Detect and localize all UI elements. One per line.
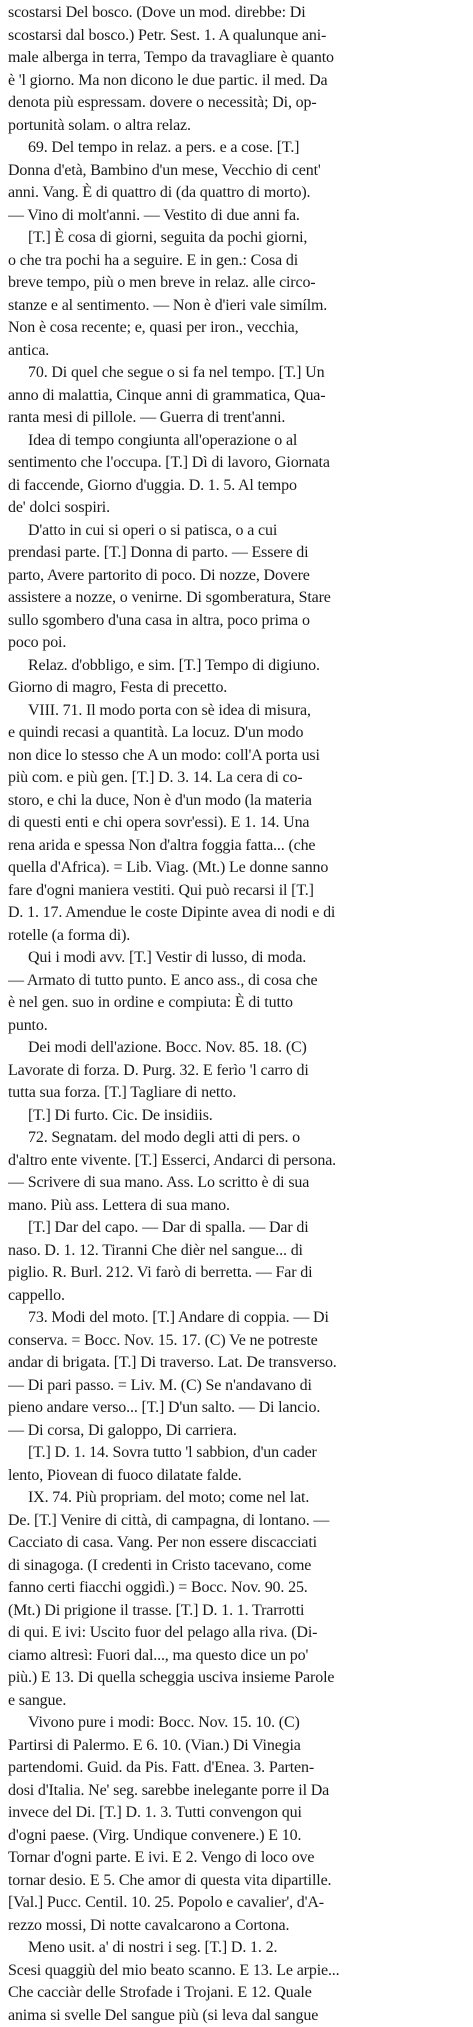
text-line: — Armato di tutto punto. E anco ass., di cosa che [8,970,466,993]
text-line: naso. D. 1. 12. Tiranni Che dièr nel sangue... di [8,1240,466,1263]
text-line: portunità solam. o altra relaz. [8,115,466,138]
text-line: storo, e chi la duce, Non è d'un modo (la materia [8,790,466,813]
text-line: e sangue. [8,1690,466,1713]
text-line: Dei modi dell'azione. Bocc. Nov. 85. 18. (C) [8,1037,466,1060]
text-line: D. 1. 17. Amendue le coste Dipinte avea di nodi e di [8,902,466,925]
text-line: anima si svelle Del sangue più (si leva dal sangue [8,2005,466,2027]
text-line: ciamo altresì: Fuori dal..., ma questo dice un po' [8,1645,466,1668]
text-line: prendasi parte. [T.] Donna di parto. — Essere di [8,542,466,565]
text-line: poco poi. [8,632,466,655]
text-line: di questi enti e chi opera sovr'essi). E 1. 14. Una [8,812,466,835]
text-line: invece del Di. [T.] D. 1. 3. Tutti convengon qui [8,1802,466,1825]
text-line: (Mt.) Di prigione il trasse. [T.] D. 1. 1. Trarrotti [8,1600,466,1623]
text-line: rena arida e spessa Non d'altra foggia fatta... (che [8,835,466,858]
text-line: fanno certi fiacchi oggidì.) = Bocc. Nov. 90. 25. [8,1577,466,1600]
text-line: più com. e più gen. [T.] D. 3. 14. La cera di co- [8,767,466,790]
text-line: più.) E 13. Di quella scheggia usciva insieme Parole [8,1667,466,1690]
text-line: non dice lo stesso che A un modo: coll'A porta usi [8,745,466,768]
text-line: Partirsi di Palermo. E 6. 10. (Vian.) Di Vinegia [8,1735,466,1758]
text-line: partendomi. Guid. da Pis. Fatt. d'Enea. 3. Parten- [8,1757,466,1780]
text-line: ranta mesi di pillole. — Guerra di trent'anni. [8,407,466,430]
text-line: dosi d'Italia. Ne' seg. sarebbe inelegante porre il Da [8,1780,466,1803]
text-line: lento, Piovean di fuoco dilatate falde. [8,1465,466,1488]
text-line: tornar desio. E 5. Che amor di questa vita dipartille. [8,1870,466,1893]
text-line: [Val.] Pucc. Centil. 10. 25. Popolo e cavalier', d'A- [8,1892,466,1915]
text-line: Donna d'età, Bambino d'un mese, Vecchio di cent' [8,160,466,183]
text-line: denota più espressam. dovere o necessità; Di, op- [8,92,466,115]
text-line: scostarsi dal bosco.) Petr. Sest. 1. A qualunque ani- [8,25,466,48]
text-line: parto, Avere partorito di poco. Di nozze, Dovere [8,565,466,588]
text-line: IX. 74. Più propriam. del moto; come nel lat. [8,1487,466,1510]
text-line: punto. [8,1015,466,1038]
text-line: di faccende, Giorno d'uggia. D. 1. 5. Al tempo [8,475,466,498]
text-line: [T.] Di furto. Cic. De insidiis. [8,1105,466,1128]
text-line: Tornar d'ogni parte. E ivi. E 2. Vengo di loco ove [8,1847,466,1870]
text-line: — Di corsa, Di galoppo, Di carriera. [8,1420,466,1443]
text-line: Che cacciàr delle Strofade i Trojani. E 12. Quale [8,1982,466,2005]
text-line: sullo sgombero d'una casa in altra, poco prima o [8,610,466,633]
text-line: d'ogni paese. (Virg. Undique convenere.) E 10. [8,1825,466,1848]
text-line: Cacciato di casa. Vang. Per non essere discacciati [8,1532,466,1555]
text-line: di qui. E ivi: Uscito fuor del pelago alla riva. (Di- [8,1622,466,1645]
text-line: Meno usit. a' di nostri i seg. [T.] D. 1. 2. [8,1937,466,1960]
text-line: mano. Più ass. Lettera di sua mano. [8,1195,466,1218]
text-line: [T.] Dar del capo. — Dar di spalla. — Dar di [8,1217,466,1240]
text-line: Scesi quaggiù del mio beato scanno. E 13. Le arpie... [8,1960,466,1983]
text-line: quella d'Africa). = Lib. Viag. (Mt.) Le donne sanno [8,857,466,880]
text-line: Relaz. d'obbligo, e sim. [T.] Tempo di digiuno. [8,655,466,678]
text-line: — Scrivere di sua mano. Ass. Lo scritto è di sua [8,1172,466,1195]
text-line: VIII. 71. Il modo porta con sè idea di misura, [8,700,466,723]
text-line: anno di malattia, Cinque anni di grammatica, Qua- [8,385,466,408]
text-line: rotelle (a forma di). [8,925,466,948]
text-line: breve tempo, più o men breve in relaz. alle circo- [8,272,466,295]
text-line: sentimento che l'occupa. [T.] Dì di lavoro, Giornata [8,452,466,475]
text-line: pieno andare verso... [T.] D'un salto. — Di lancio. [8,1397,466,1420]
text-line: Giorno di magro, Festa di precetto. [8,677,466,700]
text-line: assistere a nozze, o venirne. Di sgomberatura, Stare [8,587,466,610]
text-line: rezzo mossi, Di notte cavalcarono a Cortona. [8,1915,466,1938]
text-line: di sinagoga. (I credenti in Cristo tacevano, come [8,1555,466,1578]
text-line: male alberga in terra, Tempo da travagliare è quanto [8,47,466,70]
text-line: de' dolci sospiri. [8,497,466,520]
text-line: andar di brigata. [T.] Di traverso. Lat. De transverso. [8,1352,466,1375]
text-line: — Vino di molt'anni. — Vestito di due anni fa. [8,205,466,228]
text-line: e quindi recasi a quantità. La locuz. D'un modo [8,722,466,745]
text-line: o che tra pochi ha a seguire. E in gen.: Cosa di [8,250,466,273]
text-line: 73. Modi del moto. [T.] Andare di coppia. — Di [8,1307,466,1330]
text-line: stanze e al sentimento. — Non è d'ieri vale simílm. [8,295,466,318]
text-line: Non è cosa recente; e, quasi per iron., vecchia, [8,317,466,340]
text-line: Idea di tempo congiunta all'operazione o al [8,430,466,453]
text-line: 70. Di quel che segue o si fa nel tempo. [T.] Un [8,362,466,385]
text-line: Lavorate di forza. D. Purg. 32. E ferìo 'l carro di [8,1060,466,1083]
text-line: anni. Vang. È di quattro di (da quattro di morto). [8,182,466,205]
text-line: De. [T.] Venire di città, di campagna, di lontano. — [8,1510,466,1533]
text-line: scostarsi Del bosco. (Dove un mod. direbbe: Di [8,2,466,25]
text-line: fare d'ogni maniera vestiti. Qui può recarsi il [T.] [8,880,466,903]
text-line: è 'l giorno. Ma non dicono le due partic. il med. Da [8,70,466,93]
text-line: d'altro ente vivente. [T.] Esserci, Andarci di persona. [8,1150,466,1173]
text-line: è nel gen. suo in ordine e compiuta: È di tutto [8,992,466,1015]
text-line: [T.] D. 1. 14. Sovra tutto 'l sabbion, d'un cader [8,1442,466,1465]
text-line: 69. Del tempo in relaz. a pers. e a cose. [T.] [8,137,466,160]
text-line: antica. [8,340,466,363]
text-line: Vivono pure i modi: Bocc. Nov. 15. 10. (C) [8,1712,466,1735]
text-line: piglio. R. Burl. 212. Vi farò di berretta. — Far di [8,1262,466,1285]
text-line: 72. Segnatam. del modo degli atti di pers. o [8,1127,466,1150]
text-line: — Di pari passo. = Liv. M. (C) Se n'andavano di [8,1375,466,1398]
text-line: [T.] È cosa di giorni, seguita da pochi giorni, [8,227,466,250]
text-line: cappello. [8,1285,466,1308]
text-line: conserva. = Bocc. Nov. 15. 17. (C) Ve ne potreste [8,1330,466,1353]
text-line: tutta sua forza. [T.] Tagliare di netto. [8,1082,466,1105]
text-line: D'atto in cui si operi o si patisca, o a cui [8,520,466,543]
text-line: Qui i modi avv. [T.] Vestir di lusso, di moda. [8,947,466,970]
